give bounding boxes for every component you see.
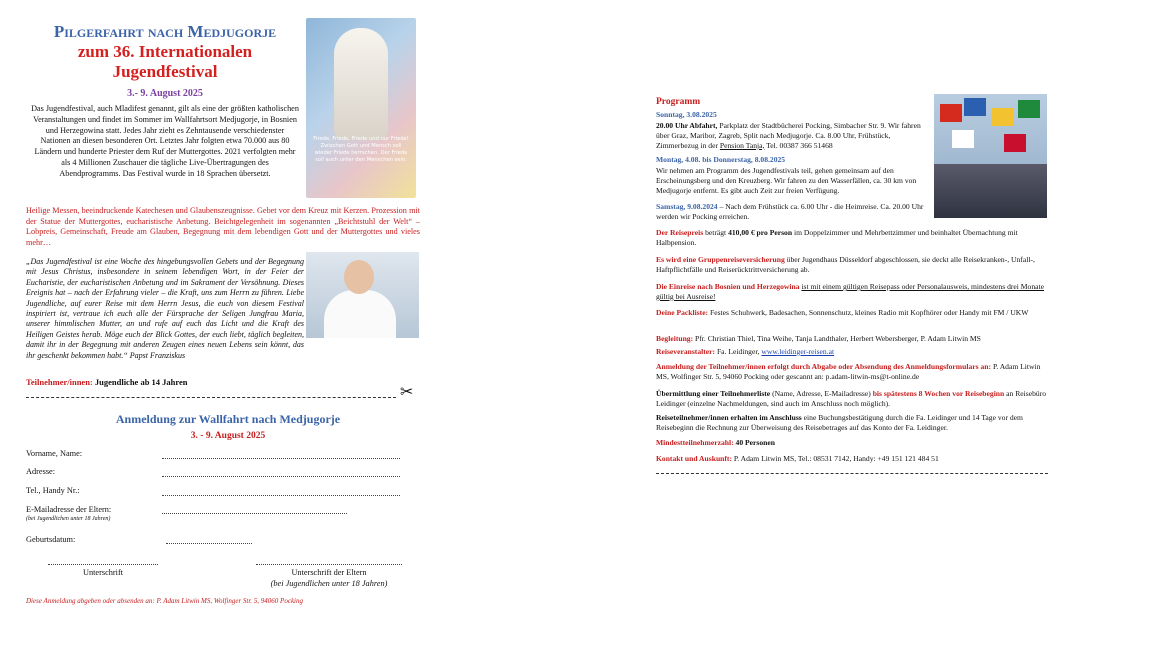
day3-body: – Nach dem Frühstück ca. 6.00 Uhr - die Heimreise. Ca. 20.00 Uhr werden wir Pocking erreichen. <box>656 202 924 221</box>
price-amount: 410,00 € pro Person <box>728 228 793 237</box>
image-caption: Friede, Friede, Friede und nur Friede! Zwischen Gott und Mensch soll wieder Friede herrschen. Der Friede soll auch unter den Menschen sein. <box>313 136 409 163</box>
packlist-label: Deine Packliste: <box>656 308 709 317</box>
signature-label: Unterschrift <box>82 568 124 577</box>
guide-label: Begleitung: <box>656 334 694 343</box>
day2-title <box>656 155 928 165</box>
contact-text: P. Adam Litwin MS, Tel.: 08531 7142, Handy: +49 151 121 484 51 <box>733 454 939 463</box>
highlights-paragraph: Heilige Messen, beeindruckende Katechesen und Glaubenszeugnisse. Gebet vor dem Kreuz mit Kerzen. Prozession mit der Statue der Muttergottes, eucharistische Anbetung. Beichtgelegenheit im sogenannten „Beichtstuhl der Welt“ – Lobpreis, Gemeinschaft, Freude am Glauben, Begegnung mit dem lebendigen Gott und der Muttergottes und vieles mehr… <box>26 206 420 247</box>
price-text2: im Doppelzimmer und Mehrbettzimmer und beinhaltet Übernachtung mit Halbpension. <box>656 228 1018 247</box>
insurance-section <box>656 255 1049 275</box>
price-label: Der Reisepreis <box>656 228 704 237</box>
invoice-text: eine Buchungsbestätigung durch die Fa. Leidinger und 14 Tage vor dem Reisebeginn die Rechnung zur Überweisung des Reisebetrages auf das Konto der Fa. Leidinger. <box>656 413 1023 432</box>
intro-paragraph: Das Jugendfestival, auch Mladifest genannt, gilt als eine der größten katholischen Veranstaltungen und findet im Sommer im Wallfahrtsort Medjugorje, in Bosnien und Herzegowina statt. Jedes Jahr zieht es Zehntausende verschiedenster Nationen an diesen besonderen Ort. Letztes Jahr folgten etwa 70.000 aus 80 Ländern und hunderte Priester dem Ruf der Muttergottes. 2021 verfolgten mehr als 4 Millionen Zuschauer die tägliche Live-Übertragungen des Abendprogramms. Das Festival wurde in 18 Sprachen übersetzt. <box>31 104 299 178</box>
insurance-text: über Jugendhaus Düsseldorf abgeschlossen, sie deckt alle Reisekranken-, Unfall-, Haftpflichtfälle und Reiserücktrittversicherung ab. <box>656 255 1035 274</box>
organizer-text: Fa. Leidinger, <box>716 347 760 356</box>
entry-text: ist mit einem gültigen Reisepass oder Personalausweis, mindestens drei Monate gültig bei Ausreise! <box>656 282 1044 301</box>
day3-heading: Samstag, 9.08.2024 <box>656 202 718 211</box>
min-participants-label: Mindestteilnehmerzahl: <box>656 438 734 447</box>
organizer-section <box>656 347 1049 357</box>
festival-flags-image <box>934 94 1047 218</box>
pope-image <box>306 252 419 338</box>
pope-head <box>344 260 374 294</box>
title-line1: Pilgerfahrt nach Medjugorje <box>53 22 277 41</box>
price-text1: beträgt <box>705 228 727 237</box>
email-label: E-Mailadresse der Eltern: <box>26 505 112 514</box>
min-participants-value: 40 Personen <box>735 438 775 447</box>
quote-text: „Das Jugendfestival ist eine Woche des hingebungsvollen Gebets und der Begegnung mit Jesus Christus, insbesondere in seinem lebendigen Wort, in der Feier der Eucharistie, der eucharistischen Anbetung und im Sakrament der Versöhnung. Dieses Ereignis hat – nach der Erfahrung vieler – die Kraft, uns zum Herrn zu führen. Liebe Jugendliche, auf eurer Reise mit dem Herrn Jesus, die euch von diesem Festival inspiriert ist, vertraue ich euch alle der Fürsprache der Seligen Jungfrau Maria, unserer himmlischen Mutter, an und rufe auf euch das Licht und die Kraft des Heiligen Geistes herab. Möge euch der Blick Gottes, der euch liebt, täglich begleiten, damit ihr in der Begegnung mit anderen Zeugen eines neuen Lebens sein könnt, das ihr geschenkt bekommen habt.“ Papst Franziskus <box>26 257 304 360</box>
email-note: (bei Jugendlichen unter 18 Jahren) <box>26 516 111 522</box>
crowd <box>934 164 1047 218</box>
signature-line[interactable] <box>48 564 158 565</box>
parent-signature-note: (bei Jugendlichen unter 18 Jahren) <box>270 579 388 588</box>
flag <box>1018 100 1040 118</box>
festival-dates: 3.- 9. August 2025 <box>127 88 203 99</box>
title-line2: zum 36. Internationalen Jugendfestival <box>77 42 253 81</box>
participant-list-deadline: bis spätestens 8 Wochen vor Reisebeginn <box>872 389 1005 398</box>
contact-label: Kontakt und Auskunft: <box>656 454 732 463</box>
registration-section <box>656 362 1049 382</box>
packlist-section <box>656 308 1049 318</box>
contact-section <box>656 454 1049 464</box>
invoice-section <box>656 413 1049 433</box>
pension-name: Pension Tanja, <box>719 140 765 150</box>
mary-statue-image <box>306 18 416 198</box>
day1-body: Parkplatz der Stadtbücherei Pocking, Simbacher Str. 9. Wir fahren über Graz, Maribor, Zagreb, Split nach Medjugorje. Ca. 8.00 Uhr, Frühstück, Zimmerbezug in der <box>656 121 921 150</box>
invoice-label: Reiseteilnehmer/innen erhalten im Anschluss <box>656 413 802 422</box>
pope-robe <box>324 290 396 338</box>
flag <box>952 130 974 148</box>
name-field[interactable] <box>162 458 400 459</box>
flag <box>940 104 962 122</box>
guide-section <box>656 334 1049 344</box>
participant-list-text1: (Name, Adresse, E-Mailadresse) <box>772 389 871 398</box>
day2-heading: Montag, 4.08. bis Donnerstag, 8.08.2025 <box>656 155 786 164</box>
form-dates: 3. - 9. August 2025 <box>190 431 266 441</box>
right-divider <box>656 473 1048 474</box>
day3-text <box>656 202 928 222</box>
email-field[interactable] <box>162 513 347 514</box>
entry-label: Die Einreise nach Bosnien und Herzegowina <box>656 282 800 291</box>
participants <box>26 377 188 387</box>
birth-field[interactable] <box>166 543 252 544</box>
registration-label: Anmeldung der Teilnehmer/innen erfolgt durch Abgabe oder Absendung des Anmeldungsformulars an: <box>656 362 992 371</box>
guide-text: Pfr. Christian Thiel, Tina Weihe, Tanja Landthaler, Herbert Webersberger, P. Adam Litwin MS <box>695 334 981 343</box>
scissor-icon: ✂ <box>400 382 414 401</box>
address-label: Adresse: <box>26 467 56 476</box>
organizer-label: Reiseveranstalter: <box>656 347 716 356</box>
phone-field[interactable] <box>162 495 400 496</box>
form-title: Anmeldung zur Wallfahrt nach Medjugorje <box>115 412 341 426</box>
pope-quote <box>26 257 304 361</box>
statue-figure <box>334 28 388 140</box>
birth-label: Geburtsdatum: <box>26 535 76 544</box>
flag <box>992 108 1014 126</box>
day2-text: Wir nehmen am Programm des Jugendfestivals teil, gehen gemeinsam auf den Erscheinungsberg und den Kreuzberg. Wir fahren zu den Wasserfällen, ca. 30 km von Medjugorje entfernt. Es gibt auch Zeit zur freien Verfügung. <box>656 166 917 195</box>
flag <box>1004 134 1026 152</box>
participant-list-section <box>656 389 1049 409</box>
day1-title <box>656 110 928 120</box>
participants-label: Teilnehmer/innen: <box>26 377 93 387</box>
day1-text <box>656 121 928 150</box>
participant-list-text2: an Reisebüro Leidinger (einzelne Nachmeldungen, sind auch im Anschluss noch möglich). <box>656 389 1047 408</box>
participant-list-label: Übermittlung einer Teilnehmerliste <box>656 389 771 398</box>
phone-label: Tel., Handy Nr.: <box>26 486 80 495</box>
cut-line <box>26 397 396 398</box>
participants-value: Jugendliche ab 14 Jahren <box>94 377 188 387</box>
form-footer: Diese Anmeldung abgeben oder absenden an: P. Adam Litwin MS, Wolfinger Str. 5, 94060 Pocking <box>26 597 303 605</box>
parent-signature-line[interactable] <box>256 564 402 565</box>
address-field[interactable] <box>162 476 400 477</box>
min-participants <box>656 438 1049 448</box>
name-label: Vorname, Name: <box>26 449 83 458</box>
organizer-link[interactable]: www.leidinger-reisen.at <box>761 347 835 356</box>
day1-heading: Sonntag, 3.08.2025 <box>656 110 717 119</box>
parent-signature-label: Unterschrift der Eltern <box>291 568 367 577</box>
entry-section <box>656 282 1049 302</box>
program-title: Programm <box>656 97 701 107</box>
packlist-text: Festes Schuhwerk, Badesachen, Sonnenschutz, kleines Radio mit Kopfhörer oder Handy mit FM / UKW <box>710 308 1029 317</box>
flag <box>964 98 986 116</box>
pension-phone: Tel. 00387 366 51468 <box>766 140 833 150</box>
price-section <box>656 228 1049 248</box>
registration-text: P. Adam Litwin MS, Wolfinger Str. 5, 94060 Pocking oder gescannt an: p.adam-litwin-ms@t-online.de <box>656 362 1041 381</box>
day1-departure: 20.00 Uhr Abfahrt, <box>656 121 718 130</box>
insurance-label: Es wird eine Gruppenreiseversicherung <box>656 255 785 264</box>
